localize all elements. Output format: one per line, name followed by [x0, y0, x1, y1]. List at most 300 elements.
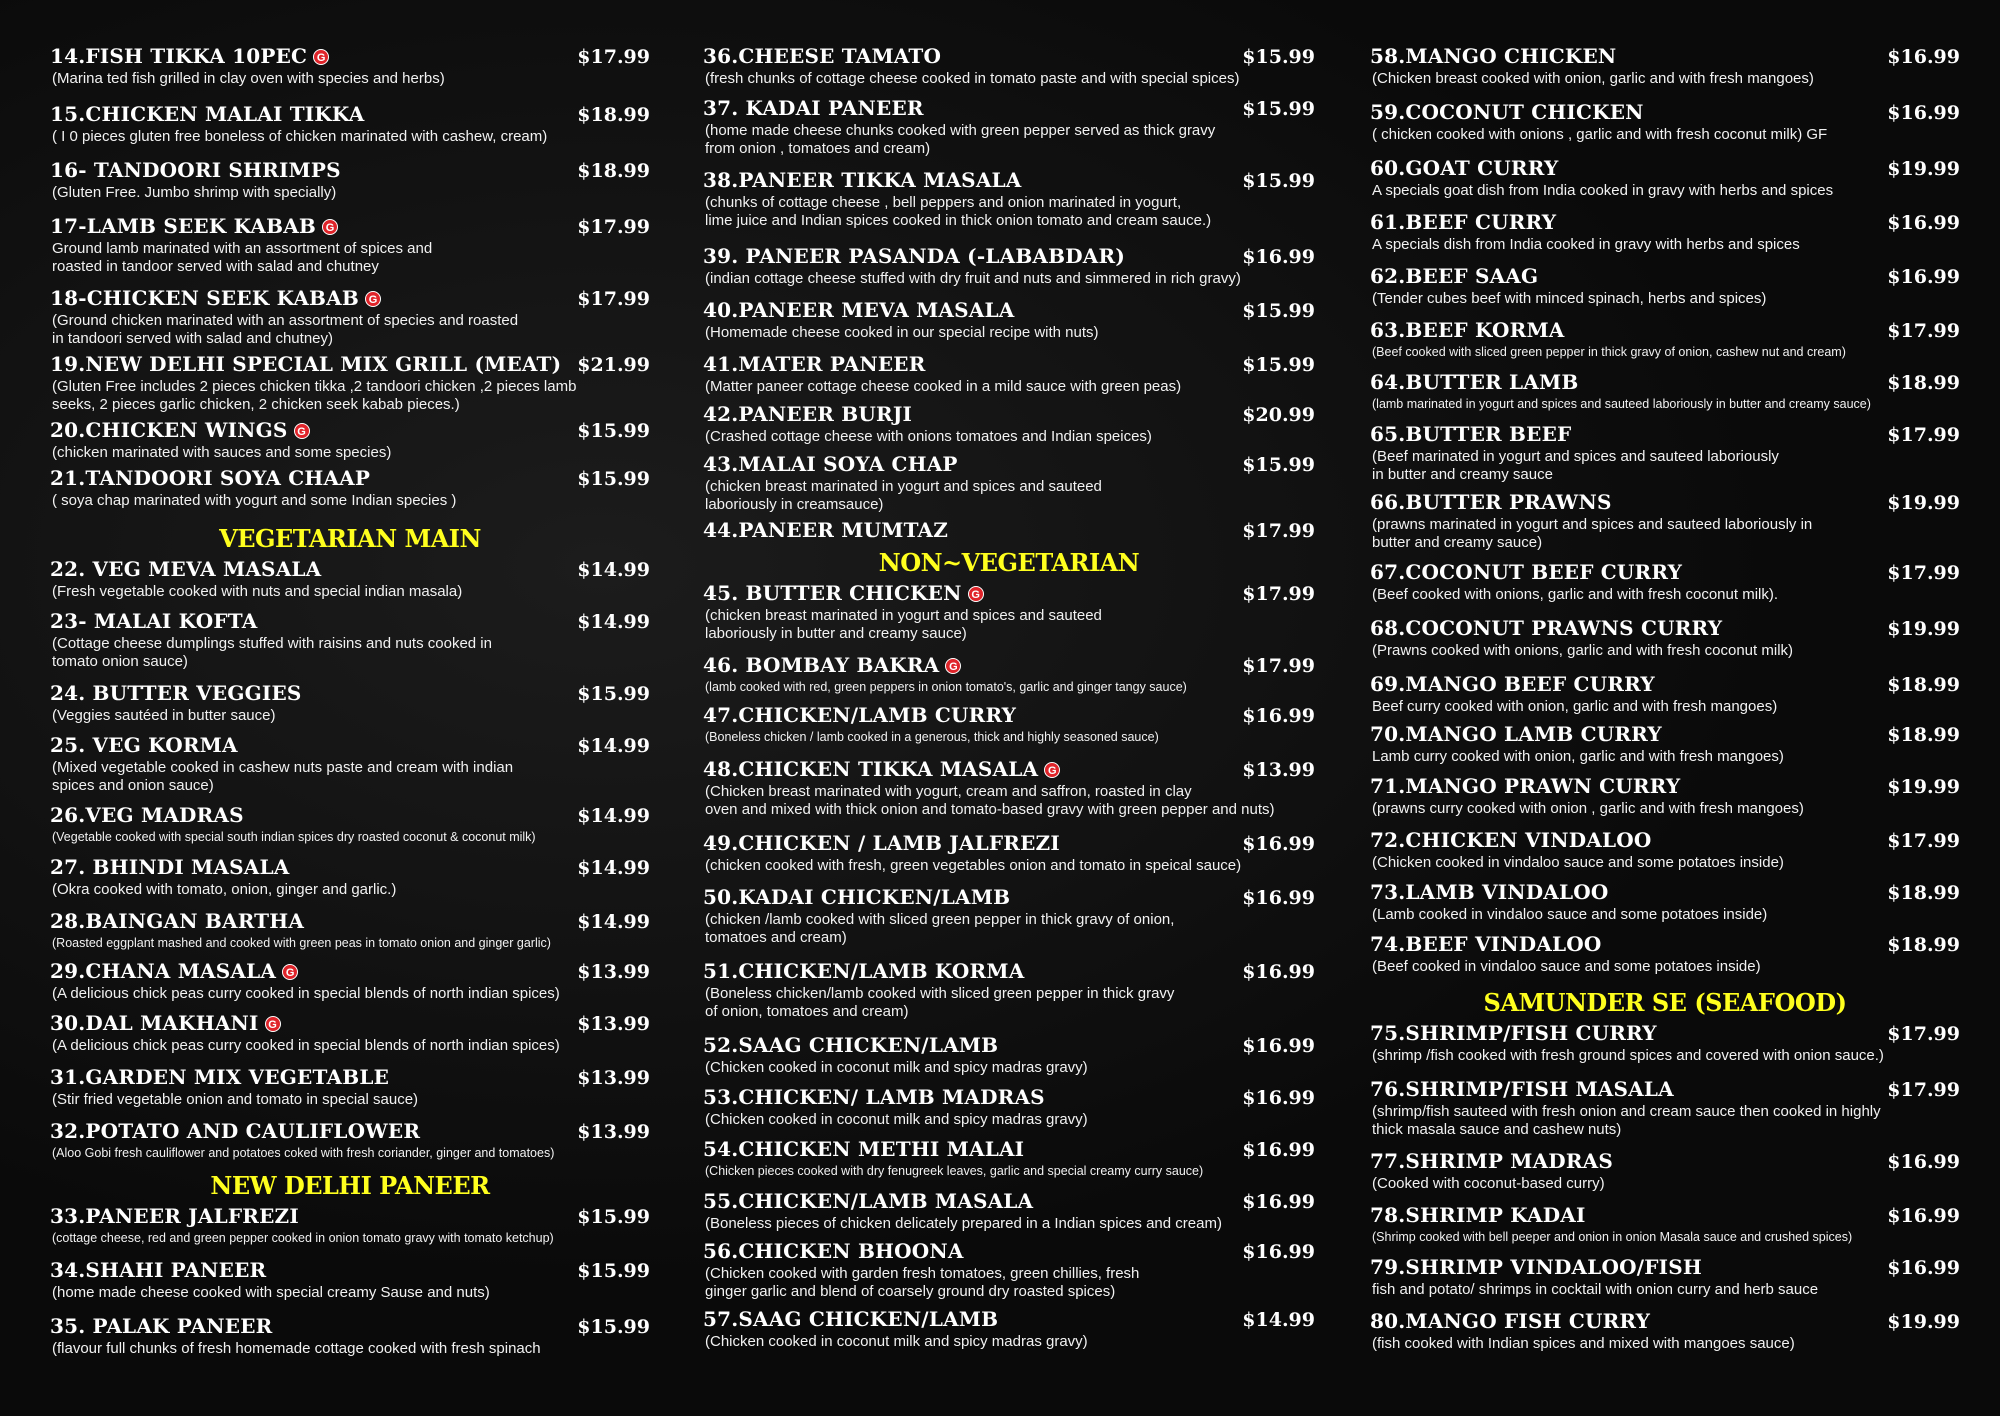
dish-name: 65.BUTTER BEEF — [1370, 422, 1572, 446]
dish-description: fish and potato/ shrimps in cocktail with onion curry and herb sauce — [1372, 1281, 1819, 1298]
dish-name: 58.MANGO CHICKEN — [1370, 44, 1617, 68]
menu-item-header — [703, 581, 1315, 605]
dish-description: (A delicious chick peas curry cooked in special blends of north indian spices) — [52, 1037, 560, 1054]
menu-item-title — [703, 831, 1060, 855]
menu-item — [1370, 490, 1960, 552]
dish-price: $15.99 — [577, 468, 650, 490]
dish-description: (Gluten Free includes 2 pieces chicken tikka ,2 tandoori chicken ,2 pieces lamb seeks, 2 pieces garlic chicken, 2 chicken seek kabab pieces.) — [52, 378, 577, 413]
dish-price: $17.99 — [577, 288, 650, 310]
dish-name: 33.PANEER JALFREZI — [50, 1204, 299, 1228]
dish-name: 38.PANEER TIKKA MASALA — [703, 168, 1022, 192]
dish-name: 16- TANDOORI SHRIMPS — [50, 158, 341, 182]
dish-name: 77.SHRIMP MADRAS — [1370, 1149, 1614, 1173]
dish-name: 67.COCONUT BEEF CURRY — [1370, 560, 1683, 584]
dish-description: (shrimp/fish sauteed with fresh onion and cream sauce then cooked in highly thick masala sauce and cashew nuts) — [1372, 1103, 1881, 1138]
dish-price: $15.99 — [1242, 46, 1315, 68]
dish-description: (home made cheese cooked with special creamy Sause and nuts) — [52, 1284, 490, 1301]
menu-item-header — [50, 1119, 650, 1143]
dish-description: (Chicken breast marinated with yogurt, cream and saffron, roasted in clay oven and mixed with thick onion and tomato-based gravy with green pepper and nuts) — [705, 783, 1275, 818]
menu-item-header — [1370, 880, 1960, 904]
dish-description: ( chicken cooked with onions , garlic and with fresh coconut milk) GF — [1372, 126, 1828, 143]
dish-name: 31.GARDEN MIX VEGETABLE — [50, 1065, 390, 1089]
dish-name: 68.COCONUT PRAWNS CURRY — [1370, 616, 1723, 640]
menu-item — [50, 609, 650, 671]
dish-name: 49.CHICKEN / LAMB JALFREZI — [703, 831, 1060, 855]
dish-price: $14.99 — [577, 559, 650, 581]
dish-name: 32.POTATO AND CAULIFLOWER — [50, 1119, 421, 1143]
dish-name: 29.CHANA MASALA — [50, 959, 277, 983]
menu-item-header — [1370, 44, 1960, 68]
dish-description: (Beef marinated in yogurt and spices and sauteed laboriously in butter and creamy sauce — [1372, 448, 1779, 483]
dish-name: 70.MANGO LAMB CURRY — [1370, 722, 1662, 746]
menu-item-title — [703, 581, 984, 605]
menu-item-header — [50, 681, 650, 705]
menu-item — [703, 885, 1315, 947]
dish-price: $16.99 — [1242, 833, 1315, 855]
menu-item-title — [1370, 1021, 1657, 1045]
menu-item — [703, 518, 1315, 542]
dish-name: 15.CHICKEN MALAI TIKKA — [50, 102, 365, 126]
dish-description: Lamb curry cooked with onion, garlic and with fresh mangoes) — [1372, 748, 1784, 765]
dish-description: Beef curry cooked with onion, garlic and with fresh mangoes) — [1372, 698, 1778, 715]
menu-item-title — [703, 1033, 998, 1057]
menu-item-header — [703, 831, 1315, 855]
menu-item-title — [1370, 828, 1651, 852]
dish-name: 18-CHICKEN SEEK KABAB — [50, 286, 359, 310]
menu-item-header — [703, 1189, 1315, 1213]
menu-item — [1370, 318, 1960, 360]
dish-name: 50.KADAI CHICKEN/LAMB — [703, 885, 1011, 909]
dish-price: $19.99 — [1887, 776, 1960, 798]
menu-item-title — [50, 909, 304, 933]
dish-name: 53.CHICKEN/ LAMB MADRAS — [703, 1085, 1045, 1109]
dish-price: $15.99 — [1242, 300, 1315, 322]
dish-description: (Marina ted fish grilled in clay oven with species and herbs) — [52, 70, 445, 87]
dish-name: 73.LAMB VINDALOO — [1370, 880, 1609, 904]
menu-item-header — [1370, 616, 1960, 640]
gluten-free-icon: G — [322, 219, 338, 235]
menu-item-header — [50, 102, 650, 126]
menu-item — [1370, 1021, 1960, 1065]
menu-item-title — [1370, 774, 1680, 798]
menu-item — [703, 1189, 1315, 1233]
menu-item-header — [703, 518, 1315, 542]
menu-item-title — [50, 158, 341, 182]
menu-item — [1370, 210, 1960, 254]
menu-item — [703, 757, 1315, 819]
gluten-free-icon: G — [313, 49, 329, 65]
menu-item-title — [1370, 422, 1571, 446]
dish-price: $16.99 — [1887, 1205, 1960, 1227]
dish-description: Ground lamb marinated with an assortment of spices and roasted in tandoor served with salad and chutney — [52, 240, 433, 275]
menu-item-header — [703, 244, 1315, 268]
menu-item-header — [703, 352, 1315, 376]
menu-item-header — [703, 757, 1315, 781]
menu-item-header — [703, 298, 1315, 322]
menu-item-header — [50, 959, 650, 983]
menu-item-title — [50, 1065, 389, 1089]
dish-description: (Lamb cooked in vindaloo sauce and some potatoes inside) — [1372, 906, 1768, 923]
menu-item — [703, 1307, 1315, 1351]
dish-description: (cottage cheese, red and green pepper cooked in onion tomato gravy with tomato ketchup) — [52, 1231, 554, 1245]
dish-description: (Shrimp cooked with bell peeper and onion in onion Masala sauce and crushed spices) — [1372, 1230, 1853, 1244]
menu-item-title — [703, 703, 1016, 727]
menu-item — [703, 402, 1315, 446]
gluten-free-icon: G — [365, 291, 381, 307]
dish-description: (Chicken cooked in coconut milk and spicy madras gravy) — [705, 1059, 1088, 1076]
gluten-free-icon: G — [945, 658, 961, 674]
section-heading: NON~VEGETARIAN — [878, 548, 1140, 577]
dish-price: $13.99 — [577, 1013, 650, 1035]
dish-name: 54.CHICKEN METHI MALAI — [703, 1137, 1025, 1161]
dish-price: $18.99 — [577, 104, 650, 126]
dish-name: 46. BOMBAY BAKRA — [703, 653, 940, 677]
menu-item — [1370, 828, 1960, 872]
dish-price: $16.99 — [1242, 1035, 1315, 1057]
menu-item-header — [1370, 370, 1960, 394]
dish-price: $17.99 — [1887, 562, 1960, 584]
menu-item — [1370, 44, 1960, 88]
menu-item-header — [50, 1314, 650, 1338]
menu-item-title — [1370, 100, 1644, 124]
dish-description: (Tender cubes beef with minced spinach, herbs and spices) — [1372, 290, 1767, 307]
dish-description: (Okra cooked with tomato, onion, ginger and garlic.) — [52, 881, 397, 898]
menu-column-1 — [50, 44, 650, 1396]
menu-item-header — [1370, 318, 1960, 342]
menu-item-header — [1370, 264, 1960, 288]
dish-name: 52.SAAG CHICKEN/LAMB — [703, 1033, 999, 1057]
dish-price: $14.99 — [577, 611, 650, 633]
dish-name: 63.BEEF KORMA — [1370, 318, 1565, 342]
dish-price: $15.99 — [1242, 354, 1315, 376]
dish-price: $17.99 — [577, 216, 650, 238]
menu-item — [1370, 1077, 1960, 1139]
dish-description: A specials goat dish from India cooked in gravy with herbs and spices — [1372, 182, 1834, 199]
menu-item — [50, 102, 650, 146]
dish-description: (shrimp /fish cooked with fresh ground spices and covered with onion sauce.) — [1372, 1047, 1884, 1064]
menu-item-title — [50, 959, 298, 983]
dish-description: (Gluten Free. Jumbo shrimp with specially) — [52, 184, 337, 201]
dish-name: 47.CHICKEN/LAMB CURRY — [703, 703, 1017, 727]
dish-price: $16.99 — [1887, 102, 1960, 124]
menu-item-header — [1370, 1309, 1960, 1333]
dish-price: $14.99 — [577, 735, 650, 757]
menu-item-title — [1370, 44, 1616, 68]
dish-name: 80.MANGO FISH CURRY — [1370, 1309, 1651, 1333]
menu-item-title — [703, 402, 912, 426]
menu-item-header — [50, 1258, 650, 1282]
dish-price: $16.99 — [1887, 46, 1960, 68]
dish-description: (Beef cooked with sliced green pepper in thick gravy of onion, cashew nut and cream) — [1372, 345, 1846, 359]
menu-item-title — [1370, 880, 1609, 904]
menu-item-header — [50, 352, 650, 376]
dish-name: 24. BUTTER VEGGIES — [50, 681, 302, 705]
menu-item-title — [1370, 932, 1601, 956]
dish-name: 55.CHICKEN/LAMB MASALA — [703, 1189, 1034, 1213]
dish-name: 22. VEG MEVA MASALA — [50, 557, 322, 581]
menu-item — [50, 1119, 650, 1161]
menu-item — [703, 1137, 1315, 1179]
menu-item-title — [703, 168, 1022, 192]
dish-price: $18.99 — [577, 160, 650, 182]
dish-price: $16.99 — [1887, 1257, 1960, 1279]
menu-item — [50, 418, 650, 462]
menu-item-header — [1370, 560, 1960, 584]
dish-name: 61.BEEF CURRY — [1370, 210, 1557, 234]
dish-price: $17.99 — [577, 46, 650, 68]
menu-item-header — [1370, 1077, 1960, 1101]
menu-item — [1370, 1203, 1960, 1245]
section-heading: NEW DELHI PANEER — [210, 1171, 490, 1200]
menu-item — [50, 909, 650, 951]
gluten-free-icon: G — [968, 586, 984, 602]
dish-name: 69.MANGO BEEF CURRY — [1370, 672, 1655, 696]
menu-item-title — [50, 733, 238, 757]
dish-name: 35. PALAK PANEER — [50, 1314, 273, 1338]
menu-item-header — [703, 703, 1315, 727]
menu-item — [50, 959, 650, 1003]
menu-item-header — [703, 1033, 1315, 1057]
dish-price: $15.99 — [577, 1316, 650, 1338]
menu-item — [50, 803, 650, 845]
menu-item — [50, 214, 650, 276]
menu-item-header — [1370, 1021, 1960, 1045]
dish-description: (Boneless pieces of chicken delicately prepared in a Indian spices and cream) — [705, 1215, 1222, 1232]
dish-name: 34.SHAHI PANEER — [50, 1258, 267, 1282]
menu-item-header — [1370, 1149, 1960, 1173]
menu-item — [50, 44, 650, 88]
dish-description: (Mixed vegetable cooked in cashew nuts paste and cream with indian spices and onion sauce) — [52, 759, 514, 794]
dish-description: (indian cottage cheese stuffed with dry fruit and nuts and simmered in rich gravy) — [705, 270, 1241, 287]
menu-item-title — [50, 286, 381, 310]
menu-item — [703, 581, 1315, 643]
menu-item-title — [703, 1239, 964, 1263]
dish-description: (chicken cooked with fresh, green vegetables onion and tomato in speical sauce) — [705, 857, 1242, 874]
menu-item-header — [703, 1137, 1315, 1161]
dish-name: 66.BUTTER PRAWNS — [1370, 490, 1612, 514]
dish-price: $19.99 — [1887, 618, 1960, 640]
dish-price: $17.99 — [1887, 424, 1960, 446]
menu-item-header — [1370, 774, 1960, 798]
gluten-free-icon: G — [265, 1016, 281, 1032]
dish-name: 40.PANEER MEVA MASALA — [703, 298, 1015, 322]
dish-description: A specials dish from India cooked in gravy with herbs and spices — [1372, 236, 1800, 253]
menu-item-header — [50, 418, 650, 442]
dish-description: (Boneless chicken/lamb cooked with sliced green pepper in thick gravy of onion, tomatoes and cream) — [705, 985, 1175, 1020]
dish-description: (Aloo Gobi fresh cauliflower and potatoes coked with fresh coriander, ginger and tomatoes) — [52, 1146, 555, 1160]
dish-name: 42.PANEER BURJI — [703, 402, 913, 426]
dish-price: $17.99 — [1887, 320, 1960, 342]
menu-item — [1370, 880, 1960, 924]
menu-item-title — [50, 418, 310, 442]
menu-item-title — [703, 757, 1060, 781]
menu-item-header — [703, 1307, 1315, 1331]
menu-item-title — [50, 352, 561, 376]
menu-item-title — [703, 653, 961, 677]
dish-name: 37. KADAI PANEER — [703, 96, 924, 120]
menu-item — [1370, 1149, 1960, 1193]
dish-name: 23- MALAI KOFTA — [50, 609, 258, 633]
dish-description: ( I 0 pieces gluten free boneless of chicken marinated with cashew, cream) — [52, 128, 548, 145]
menu-item-header — [50, 1011, 650, 1035]
section-heading: SAMUNDER SE (SEAFOOD) — [1483, 988, 1847, 1017]
dish-price: $13.99 — [1242, 759, 1315, 781]
dish-name: 75.SHRIMP/FISH CURRY — [1370, 1021, 1657, 1045]
dish-price: $18.99 — [1887, 934, 1960, 956]
menu-item-title — [1370, 264, 1538, 288]
menu-item-title — [50, 466, 370, 490]
dish-name: 59.COCONUT CHICKEN — [1370, 100, 1644, 124]
menu-column-2 — [703, 44, 1315, 1396]
menu-item — [703, 653, 1315, 695]
menu-item-title — [1370, 370, 1578, 394]
dish-name: 71.MANGO PRAWN CURRY — [1370, 774, 1681, 798]
dish-name: 45. BUTTER CHICKEN — [703, 581, 962, 605]
dish-price: $21.99 — [577, 354, 650, 376]
menu-item-title — [1370, 156, 1558, 180]
dish-description: (lamb cooked with red, green peppers in onion tomato's, garlic and ginger tangy sauce) — [705, 680, 1187, 694]
dish-name: 19.NEW DELHI SPECIAL MIX GRILL (MEAT) — [50, 352, 562, 376]
menu-item-header — [50, 214, 650, 238]
menu-item — [50, 855, 650, 899]
menu-item-title — [1370, 210, 1556, 234]
dish-price: $16.99 — [1887, 1151, 1960, 1173]
dish-price: $17.99 — [1242, 655, 1315, 677]
menu-item — [703, 831, 1315, 875]
menu-item-title — [703, 1137, 1024, 1161]
dish-description: (fresh chunks of cottage cheese cooked in tomato paste and with special spices) — [705, 70, 1240, 87]
dish-name: 39. PANEER PASANDA (-LABABDAR) — [703, 244, 1125, 268]
menu-item-header — [703, 44, 1315, 68]
dish-name: 17-LAMB SEEK KABAB — [50, 214, 317, 238]
dish-description: (Chicken breast cooked with onion, garlic and with fresh mangoes) — [1372, 70, 1814, 87]
dish-price: $18.99 — [1887, 674, 1960, 696]
dish-description: (Matter paneer cottage cheese cooked in a mild sauce with green peas) — [705, 378, 1182, 395]
menu-item-title — [703, 96, 924, 120]
menu-item-title — [50, 803, 244, 827]
menu-item-title — [1370, 1077, 1674, 1101]
dish-description: (flavour full chunks of fresh homemade cottage cooked with fresh spinach — [52, 1340, 541, 1357]
menu-item — [50, 1065, 650, 1109]
menu-item — [50, 466, 650, 510]
dish-description: (chicken breast marinated in yogurt and spices and sauteed laboriously in butter and creamy sauce) — [705, 607, 1102, 642]
menu-item-title — [1370, 1309, 1650, 1333]
menu-item-header — [1370, 156, 1960, 180]
dish-price: $15.99 — [577, 1260, 650, 1282]
menu-item — [50, 557, 650, 601]
dish-name: 14.FISH TIKKA 10PEC — [50, 44, 308, 68]
menu-item-title — [50, 1314, 272, 1338]
dish-name: 79.SHRIMP VINDALOO/FISH — [1370, 1255, 1702, 1279]
menu-item — [1370, 616, 1960, 660]
dish-description: (prawns marinated in yogurt and spices and sauteed laboriously in butter and creamy sauce) — [1372, 516, 1813, 551]
menu-item-title — [1370, 560, 1682, 584]
menu-item — [1370, 156, 1960, 200]
dish-description: (Prawns cooked with onions, garlic and with fresh coconut milk) — [1372, 642, 1794, 659]
dish-price: $16.99 — [1242, 1139, 1315, 1161]
dish-price: $16.99 — [1242, 887, 1315, 909]
menu-item — [703, 44, 1315, 88]
menu-item — [703, 96, 1315, 158]
dish-name: 28.BAINGAN BARTHA — [50, 909, 305, 933]
dish-price: $16.99 — [1242, 1241, 1315, 1263]
menu-item — [703, 168, 1315, 230]
menu-item-title — [1370, 672, 1655, 696]
dish-description: (Cooked with coconut-based curry) — [1372, 1175, 1605, 1192]
dish-price: $15.99 — [1242, 454, 1315, 476]
dish-description: (lamb marinated in yogurt and spices and sauteed laboriously in butter and creamy sauce) — [1372, 397, 1871, 411]
dish-price: $13.99 — [577, 1121, 650, 1143]
dish-name: 56.CHICKEN BHOONA — [703, 1239, 964, 1263]
dish-price: $19.99 — [1887, 158, 1960, 180]
menu-item — [50, 352, 650, 414]
menu-item-title — [50, 102, 364, 126]
menu-item-title — [50, 1119, 420, 1143]
menu-item-header — [50, 909, 650, 933]
dish-price: $14.99 — [1242, 1309, 1315, 1331]
dish-price: $14.99 — [577, 857, 650, 879]
dish-price: $15.99 — [577, 1206, 650, 1228]
section-heading: VEGETARIAN MAIN — [219, 524, 481, 553]
menu-item — [1370, 422, 1960, 484]
menu-item — [703, 959, 1315, 1021]
dish-name: 21.TANDOORI SOYA CHAAP — [50, 466, 371, 490]
dish-price: $16.99 — [1242, 961, 1315, 983]
menu-item-header — [50, 733, 650, 757]
dish-price: $18.99 — [1887, 724, 1960, 746]
menu-item-header — [50, 609, 650, 633]
menu-item-header — [1370, 422, 1960, 446]
menu-item-header — [50, 1065, 650, 1089]
dish-description: (A delicious chick peas curry cooked in special blends of north indian spices) — [52, 985, 560, 1002]
menu-item-header — [50, 855, 650, 879]
gluten-free-icon: G — [294, 423, 310, 439]
dish-price: $14.99 — [577, 805, 650, 827]
dish-description: (Stir fried vegetable onion and tomato in special sauce) — [52, 1091, 419, 1108]
menu-item-header — [703, 1239, 1315, 1263]
menu-item — [703, 298, 1315, 342]
dish-price: $17.99 — [1242, 583, 1315, 605]
dish-name: 41.MATER PANEER — [703, 352, 926, 376]
menu-item — [703, 244, 1315, 288]
dish-price: $17.99 — [1887, 1079, 1960, 1101]
menu-item — [50, 1314, 650, 1358]
menu-item — [703, 1239, 1315, 1301]
dish-name: 76.SHRIMP/FISH MASALA — [1370, 1077, 1674, 1101]
dish-price: $16.99 — [1242, 705, 1315, 727]
menu-item-header — [1370, 722, 1960, 746]
menu-item-title — [703, 44, 941, 68]
menu-item-header — [703, 452, 1315, 476]
menu-item-header — [703, 1085, 1315, 1109]
menu-item-title — [1370, 490, 1612, 514]
menu-item-title — [703, 885, 1010, 909]
dish-name: 72.CHICKEN VINDALOO — [1370, 828, 1652, 852]
dish-description: (Homemade cheese cooked in our special recipe with nuts) — [705, 324, 1099, 341]
dish-name: 48.CHICKEN TIKKA MASALA — [703, 757, 1039, 781]
menu-item-title — [703, 352, 926, 376]
menu-item-title — [50, 855, 289, 879]
dish-description: (Beef cooked with onions, garlic and with fresh coconut milk). — [1372, 586, 1779, 603]
menu-item-title — [703, 959, 1024, 983]
menu-item-title — [703, 518, 948, 542]
dish-description: (Chicken cooked in coconut milk and spicy madras gravy) — [705, 1111, 1088, 1128]
menu-item-title — [50, 1011, 281, 1035]
dish-price: $17.99 — [1887, 1023, 1960, 1045]
dish-description: (home made cheese chunks cooked with green pepper served as thick gravy from onion , tomatoes and cream) — [705, 122, 1216, 157]
gluten-free-icon: G — [1044, 762, 1060, 778]
menu-item-title — [703, 1307, 998, 1331]
